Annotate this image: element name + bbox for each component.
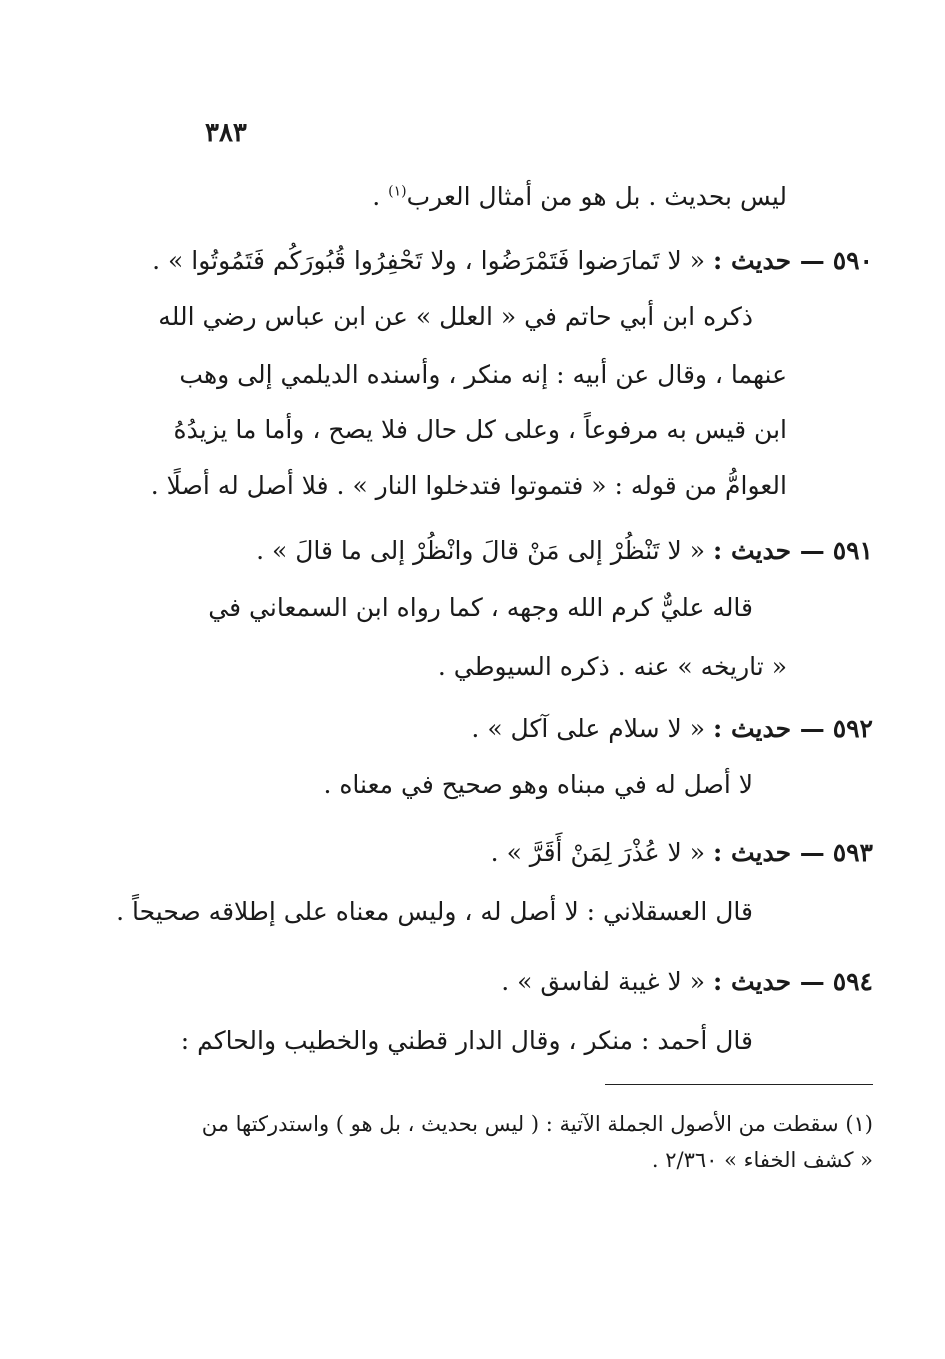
entry-heading-593: ٥٩٣ — حديث : « لا عُذْرَ لِمَنْ أَقَرَّ » .	[490, 838, 873, 867]
entry-comment-line: العوامُّ من قوله : « فتموتوا فتدخلوا النار » . فلا أصل له أصلًا .	[150, 471, 787, 500]
entry-heading-591: ٥٩١ — حديث : « لا تَنْظُرْ إلى مَنْ قالَ وانْظُرْ إلى ما قالَ » .	[256, 536, 873, 565]
entry-number: ٥٩٠	[832, 246, 873, 275]
entry-comment-line: ذكره ابن أبي حاتم في « العلل » عن ابن عباس رضي الله	[158, 302, 753, 331]
entry-label: حديث :	[713, 714, 792, 743]
entry-quote: « لا تَمارَضوا فَتَمْرَضُوا ، ولا تَحْفِرُوا قُبُورَكُم فَتَمُوتُوا » .	[152, 246, 706, 275]
entry-quote: « لا سلام على آكل » .	[471, 714, 706, 743]
entry-comment-line: قاله عليٌّ كرم الله وجهه ، كما رواه ابن السمعاني في	[208, 593, 753, 622]
entry-number: ٥٩٢	[832, 714, 873, 743]
entry-comment-line: قال العسقلاني : لا أصل له ، وليس معناه على إطلاقه صحيحاً .	[116, 897, 753, 926]
entry-heading-594: ٥٩٤ — حديث : « لا غيبة لفاسق » .	[501, 967, 873, 996]
entry-quote: « لا عُذْرَ لِمَنْ أَقَرَّ » .	[490, 838, 706, 867]
page-number: ٣٨٣	[205, 118, 247, 148]
entry-heading-590: ٥٩٠ — حديث : « لا تَمارَضوا فَتَمْرَضُوا ، ولا تَحْفِرُوا قُبُورَكُم فَتَمُوتُوا » .	[152, 246, 873, 275]
continuation-line	[372, 182, 787, 212]
footnote-line: (١) سقطت من الأصول الجملة الآتية : ( ليس بحديث ، بل هو ) واستدركتها من	[201, 1112, 873, 1136]
continuation-end: .	[372, 182, 389, 211]
entry-label: حديث :	[713, 246, 792, 275]
entry-number: ٥٩٤	[832, 967, 873, 996]
entry-label: حديث :	[713, 536, 792, 565]
continuation-text: ليس بحديث . بل هو من أمثال العرب	[406, 182, 787, 211]
entry-number: ٥٩١	[832, 536, 873, 565]
entry-quote: « لا تَنْظُرْ إلى مَنْ قالَ وانْظُرْ إلى ما قالَ » .	[256, 536, 706, 565]
footnote-line: « كشف الخفاء » ٢/٣٦٠ .	[651, 1148, 873, 1172]
entry-heading-592: ٥٩٢ — حديث : « لا سلام على آكل » .	[471, 714, 873, 743]
entry-quote: « لا غيبة لفاسق » .	[501, 967, 706, 996]
entry-comment-line: « تاريخه » عنه . ذكره السيوطي .	[437, 652, 787, 681]
entry-comment-line: ابن قيس به مرفوعاً ، وعلى كل حال فلا يصح ، وأما ما يزيدُهُ	[173, 415, 787, 444]
footnote-ref: (١)	[388, 183, 407, 200]
entry-label: حديث :	[713, 967, 792, 996]
footnote-divider	[605, 1084, 873, 1085]
entry-comment-line: عنهما ، وقال عن أبيه : إنه منكر ، وأسنده الديلمي إلى وهب	[179, 360, 787, 389]
entry-comment-line: قال أحمد : منكر ، وقال الدار قطني والخطيب والحاكم :	[180, 1026, 753, 1055]
entry-comment-line: لا أصل له في مبناه وهو صحيح في معناه .	[323, 770, 753, 799]
entry-number: ٥٩٣	[832, 838, 873, 867]
entry-label: حديث :	[713, 838, 792, 867]
